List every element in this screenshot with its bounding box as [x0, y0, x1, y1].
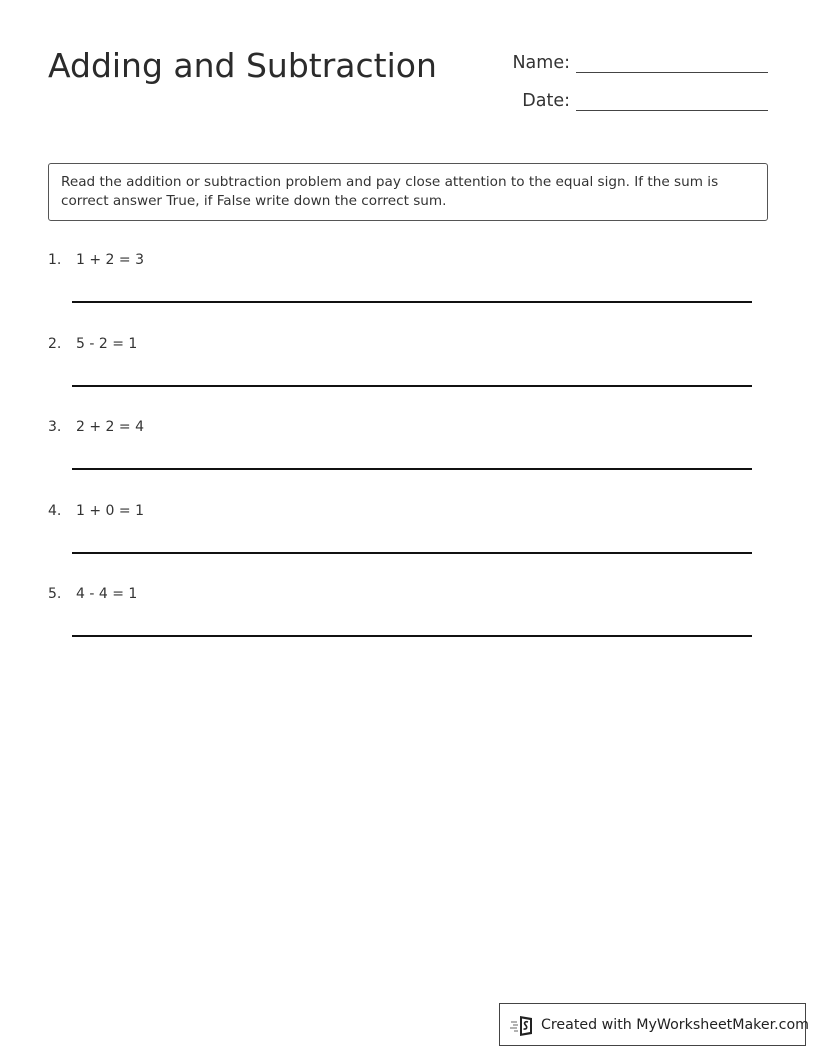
answer-line[interactable] [72, 301, 752, 303]
problem-number: 5. [48, 586, 62, 602]
problem-number: 2. [48, 335, 62, 352]
instructions-text: Read the addition or subtraction problem and pay close attention to the equal sign. If the sum is correct answer True, if False write down the correct sum. [61, 174, 719, 209]
problem-equation: 2 + 2 = 4 [76, 419, 144, 435]
answer-line[interactable] [72, 385, 752, 387]
problem-number: 3. [48, 419, 62, 435]
problem-list [48, 250, 768, 668]
problem-item [48, 584, 768, 668]
answer-line[interactable] [72, 468, 752, 470]
problem-number: 4. [48, 502, 62, 519]
date-field-row [506, 90, 768, 112]
instructions-box [48, 163, 768, 221]
footer-credit-text: Created with MyWorksheetMaker.com [541, 1016, 809, 1033]
name-input-line[interactable] [576, 72, 768, 73]
worksheet-maker-logo-icon [510, 1013, 536, 1037]
name-field-row [506, 52, 768, 74]
problem-equation: 5 - 2 = 1 [76, 335, 138, 352]
problem-item [48, 334, 768, 418]
problem-equation: 4 - 4 = 1 [76, 586, 138, 602]
answer-line[interactable] [72, 552, 752, 554]
footer-credit-badge[interactable] [499, 1003, 809, 1046]
problem-equation: 1 + 0 = 1 [76, 502, 144, 519]
problem-item [48, 417, 768, 501]
answer-line[interactable] [72, 635, 752, 637]
name-label: Name: [512, 53, 570, 73]
problem-equation: 1 + 2 = 3 [76, 252, 144, 268]
worksheet-title: Adding and Subtraction [48, 46, 437, 85]
problem-number: 1. [48, 252, 62, 268]
date-input-line[interactable] [576, 110, 768, 111]
problem-item [48, 250, 768, 334]
problem-item [48, 501, 768, 585]
date-label: Date: [522, 91, 570, 111]
